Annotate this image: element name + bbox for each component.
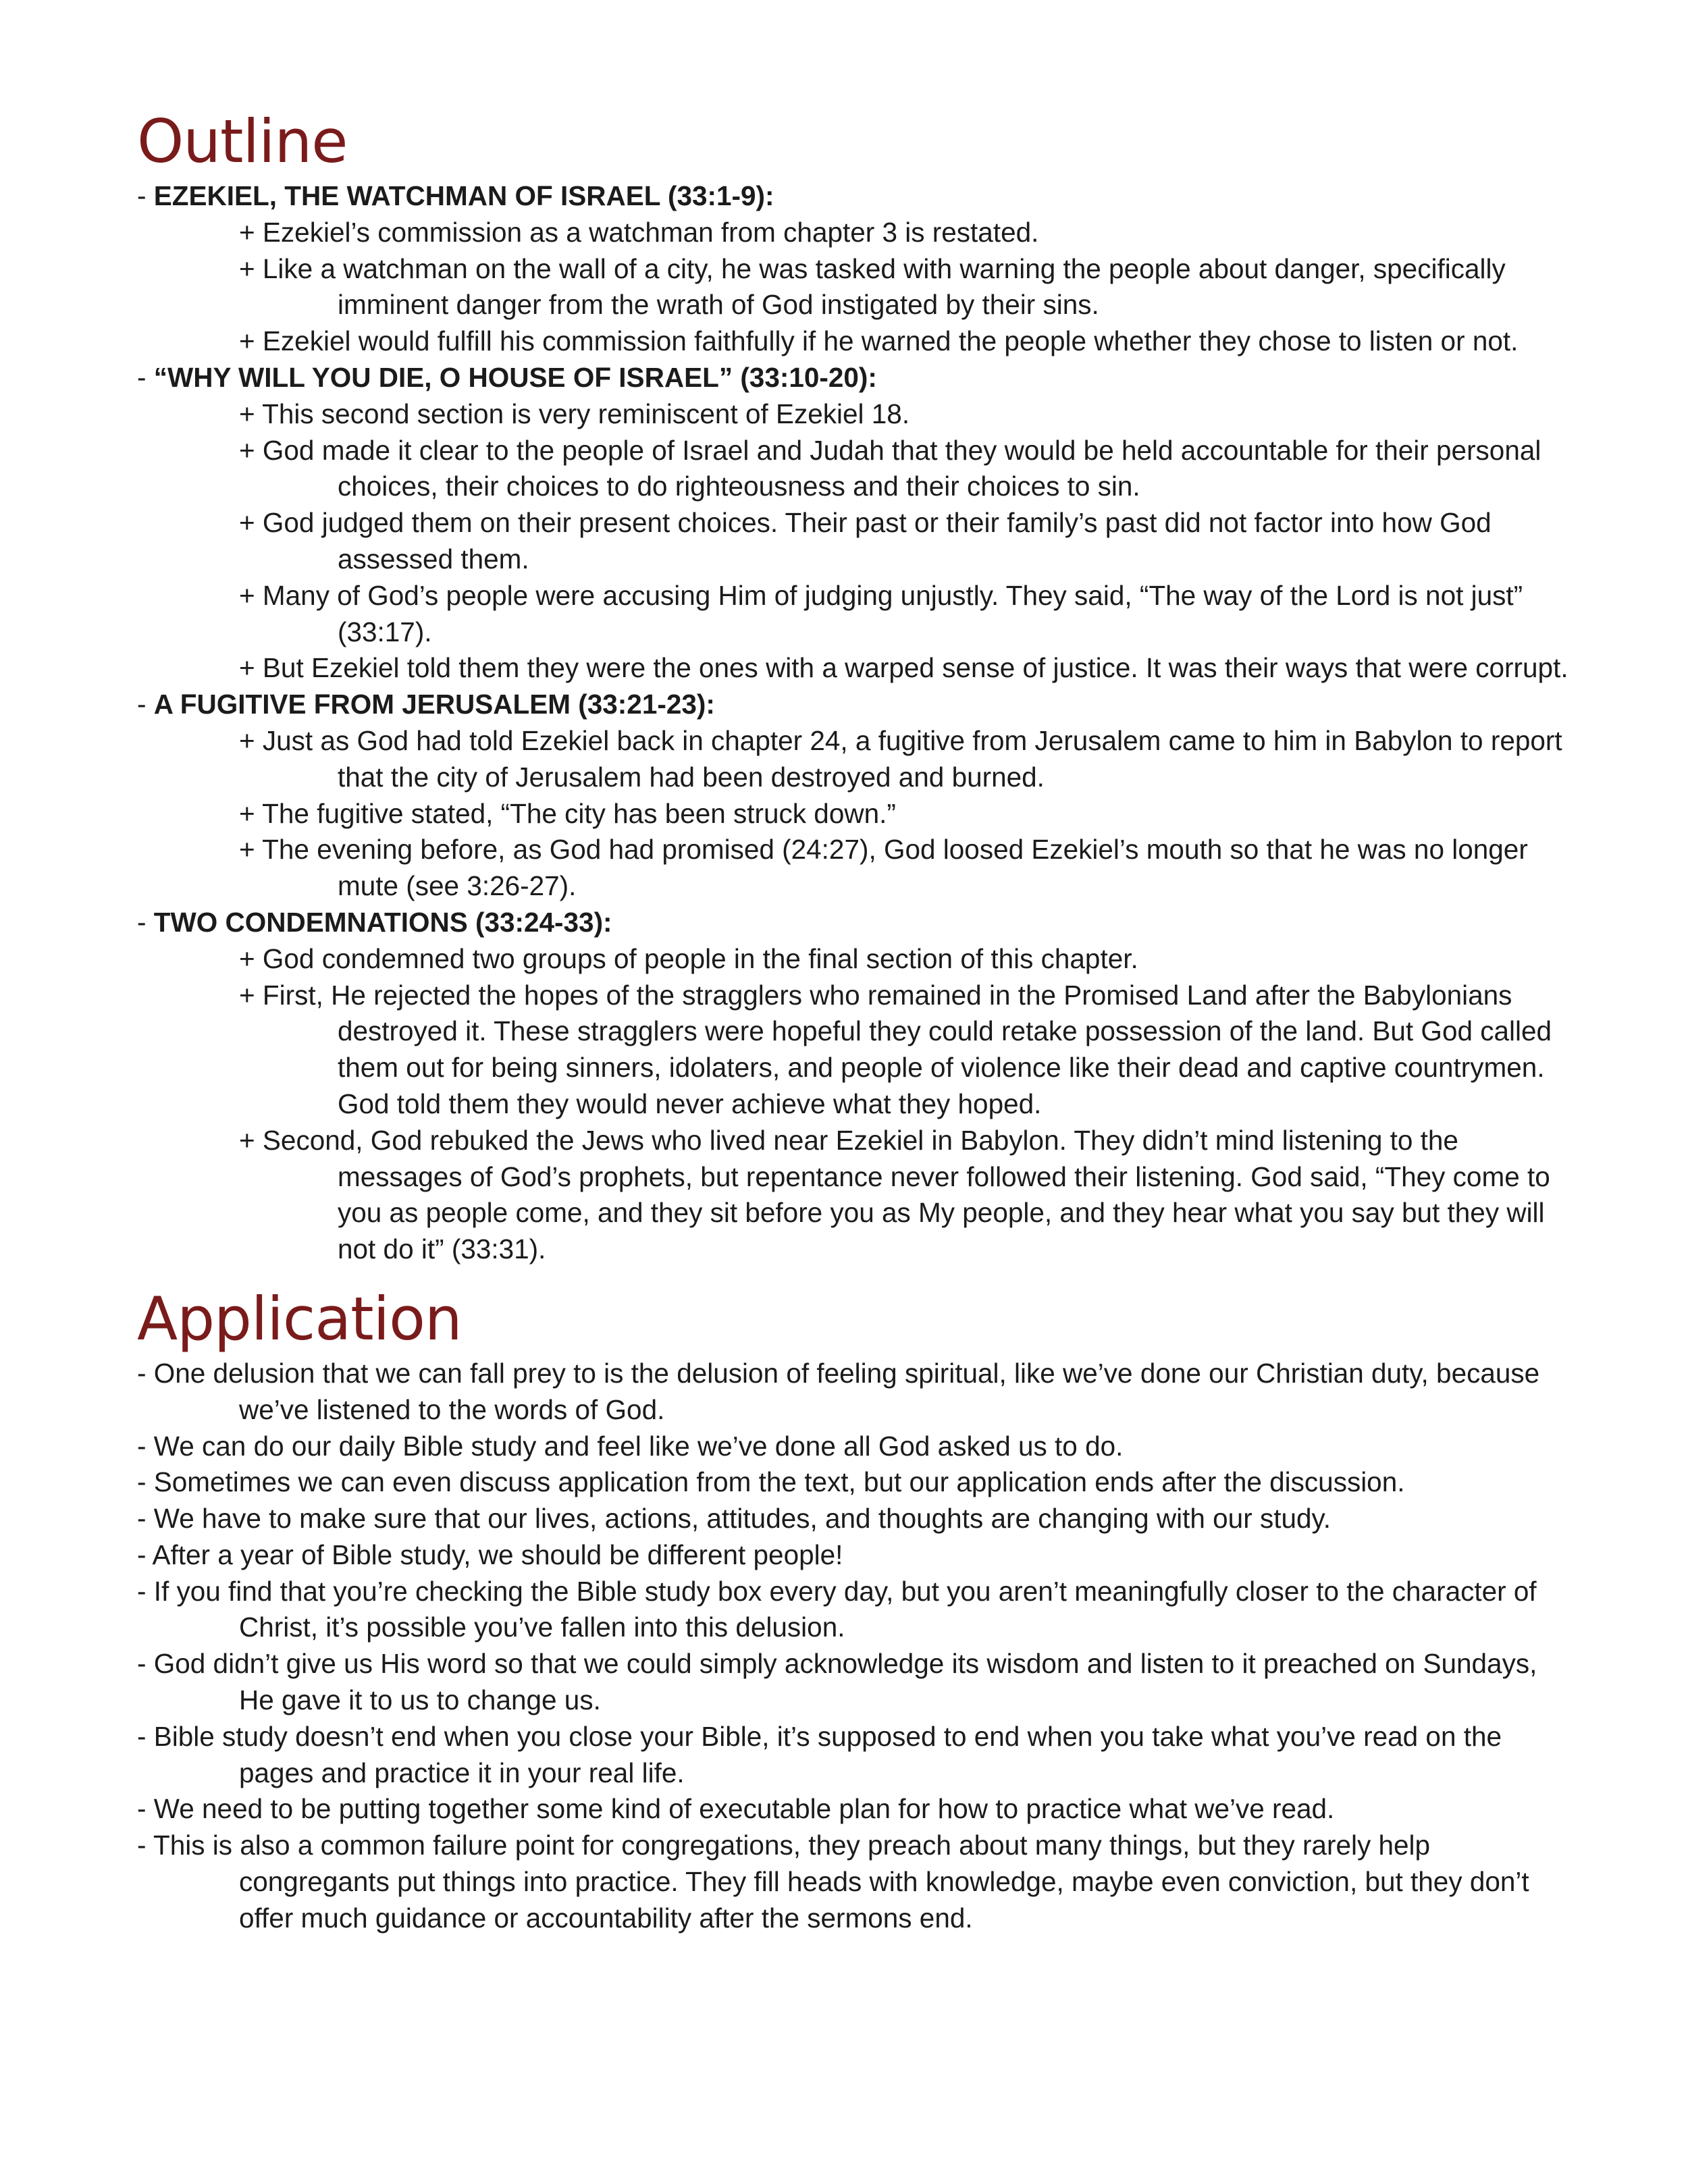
outline-point: + Second, God rebuked the Jews who lived near Ezekiel in Babylon. They didn’t mind listening to the messages of God’s prophets, but repentance never followed their listening. God said, “They come to you as people come, and they sit before you as My people, and they hear what you say but they will not do it” (33:31). [239,1124,1550,1265]
outline-point: + Ezekiel would fulfill his commission faithfully if he warned the people whether they chose to listen or not. [239,325,1519,357]
application-point: - After a year of Bible study, we should be different people! [137,1539,843,1570]
document-page [137,108,1575,1937]
outline-point: + God judged them on their present choices. Their past or their family’s past did not factor into how God assessed them. [239,507,1492,575]
application-body [137,1356,1575,1937]
application-title: Application [137,1283,462,1354]
application-point: - We have to make sure that our lives, actions, attitudes, and thoughts are changing with our study. [137,1503,1331,1535]
application-point: - We need to be putting together some kind of executable plan for how to practice what we’ve read. [137,1793,1335,1825]
outline-point: + This second section is very reminiscent of Ezekiel 18. [239,398,910,429]
outline-title: Outline [137,107,348,176]
outline-point: + God condemned two groups of people in the final section of this chapter. [239,942,1138,974]
outline-point: + Just as God had told Ezekiel back in chapter 24, a fugitive from Jerusalem came to him in Babylon to report that the city of Jerusalem had been destroyed and burned. [239,724,1562,793]
outline-section-heading: - EZEKIEL, THE WATCHMAN OF ISRAEL (33:1-9): [137,180,774,211]
application-point: - Sometimes we can even discuss application from the text, but our application ends after the discussion. [137,1466,1405,1498]
outline-section-heading: - “WHY WILL YOU DIE, O HOUSE OF ISRAEL” (33:10-20): [137,361,877,393]
outline-section-heading: - TWO CONDEMNATIONS (33:24-33): [137,906,612,938]
application-point: - Bible study doesn’t end when you close your Bible, it’s supposed to end when you take what you’ve read on the pages and practice it in your real life. [137,1720,1502,1788]
outline-point: + God made it clear to the people of Israel and Judah that they would be held accountable for their personal choices, their choices to do righteousness and their choices to sin. [239,434,1541,502]
outline-point: + Many of God’s people were accusing Him of judging unjustly. They said, “The way of the Lord is not just” (33:17). [239,579,1523,647]
outline-section-heading: - A FUGITIVE FROM JERUSALEM (33:21-23): [137,689,715,720]
outline-point: + First, He rejected the hopes of the stragglers who remained in the Promised Land after the Babylonians destroyed it. These stragglers were hopeful they could retake possession of the land. But God called them out for being sinners, idolaters, and people of violence like their dead and captive countrymen. God told them they would never achieve what they hoped. [239,979,1552,1119]
outline-point: + Like a watchman on the wall of a city, he was tasked with warning the people about danger, specifically imminent danger from the wrath of God instigated by their sins. [239,252,1506,321]
outline-point: + Ezekiel’s commission as a watchman from chapter 3 is restated. [239,216,1039,248]
application-point: - If you find that you’re checking the Bible study box every day, but you aren’t meaningfully closer to the character of Christ, it’s possible you’ve fallen into this delusion. [137,1575,1537,1643]
outline-point: + The fugitive stated, “The city has been struck down.” [239,797,896,829]
outline-body [137,178,1575,1268]
application-point: - One delusion that we can fall prey to is the delusion of feeling spiritual, like we’ve done our Christian duty, because we’ve listened to the words of God. [137,1357,1540,1425]
application-point: - We can do our daily Bible study and feel like we’ve done all God asked us to do. [137,1430,1124,1462]
outline-point: + The evening before, as God had promised (24:27), God loosed Ezekiel’s mouth so that he was no longer mute (see 3:26-27). [239,834,1528,902]
application-point: - This is also a common failure point for congregations, they preach about many things, but they rarely help congregants put things into practice. They fill heads with knowledge, maybe even conviction, but they don’t offer much guidance or accountability after the sermons end. [137,1830,1529,1934]
application-point: - God didn’t give us His word so that we could simply acknowledge its wisdom and listen to it preached on Sundays, He gave it to us to change us. [137,1648,1537,1716]
outline-point: + But Ezekiel told them they were the ones with a warped sense of justice. It was their ways that were corrupt. [239,652,1568,684]
